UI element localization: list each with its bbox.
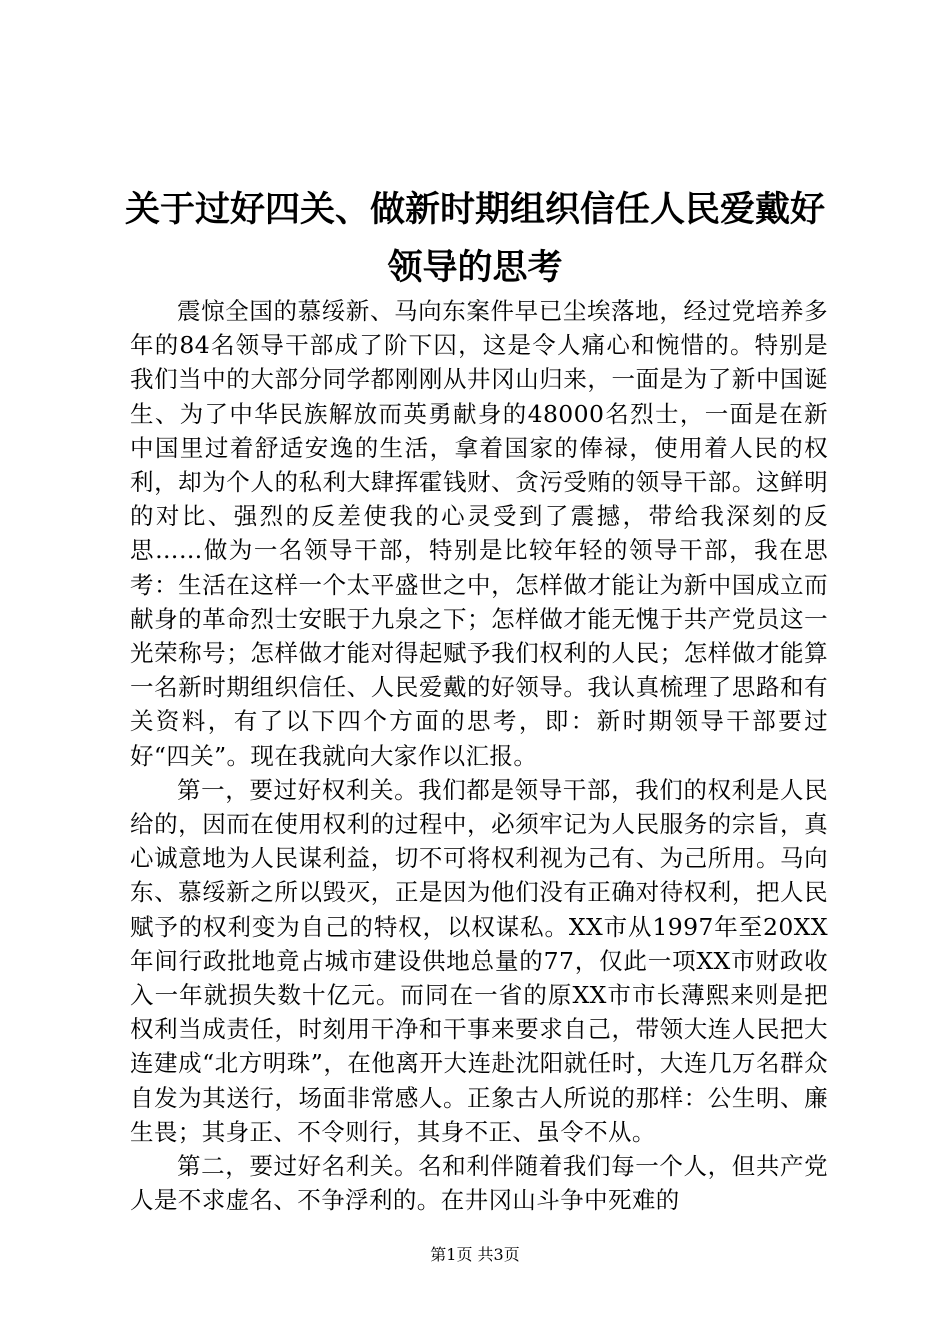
paragraph-intro: 震惊全国的慕绥新、马向东案件早已尘埃落地，经过党培养多年的84名领导干部成了阶下囚，这是令人痛心和惋惜的。特别是我们当中的大部分同学都刚刚从井冈山归来，一面是为了新中国诞生、为了中华民族解放而英勇献身的48000名烈士，一面是在新中国里过着舒适安逸的生活，拿着国家的俸禄，使用着人民的权利，却为个人的私利大肆挥霍钱财、贪污受贿的领导干部。这鲜明的对比、强烈的反差使我的心灵受到了震撼，带给我深刻的反思……做为一名领导干部，特别是比较年轻的领导干部，我在思考：生活在这样一个太平盛世之中，怎样做才能让为新中国成立而献身的革命烈士安眠于九泉之下；怎样做才能无愧于共产党员这一光荣称号；怎样做才能对得起赋予我们权利的人民；怎样做才能算一名新时期组织信任、人民爱戴的好领导。我认真梳理了思路和有关资料，有了以下四个方面的思考，即：新时期领导干部要过好“四关”。现在我就向大家作以汇报。 bbox=[130, 297, 828, 770]
page-number-footer: 第1页 共3页 bbox=[430, 1245, 520, 1264]
paragraph-first-point: 第一，要过好权利关。我们都是领导干部，我们的权利是人民给的，因而在使用权利的过程中，必须牢记为人民服务的宗旨，真心诚意地为人民谋利益，切不可将权利视为己有、为己所用。马向东、慕绥新之所以毁灭，正是因为他们没有正确对待权利，把人民赋予的权利变为自己的特权，以权谋私。XX市从1997年至20XX年间行政批地竟占城市建设供地总量的77，仅此一项XX市财政收入一年就损失数十亿元。而同在一省的原XX市市长薄熙来则是把权利当成责任，时刻用干净和干事来要求自己，带领大连人民把大连建成“北方明珠”，在他离开大连赴沈阳就任时，大连几万名群众自发为其送行，场面非常感人。正象古人所说的那样：公生明、廉生畏；其身正、不令则行，其身不正、虽令不从。 bbox=[130, 775, 828, 1146]
document-title-line-2: 领导的思考 bbox=[387, 248, 563, 288]
document-body bbox=[130, 294, 828, 1217]
document-title-line-1: 关于过好四关、做新时期组织信任人民爱戴好 bbox=[124, 190, 825, 230]
paragraph-second-point: 第二，要过好名利关。名和利伴随着我们每一个人，但共产党人是不求虚名、不争浮利的。在井冈山斗争中死难的 bbox=[130, 1152, 828, 1215]
